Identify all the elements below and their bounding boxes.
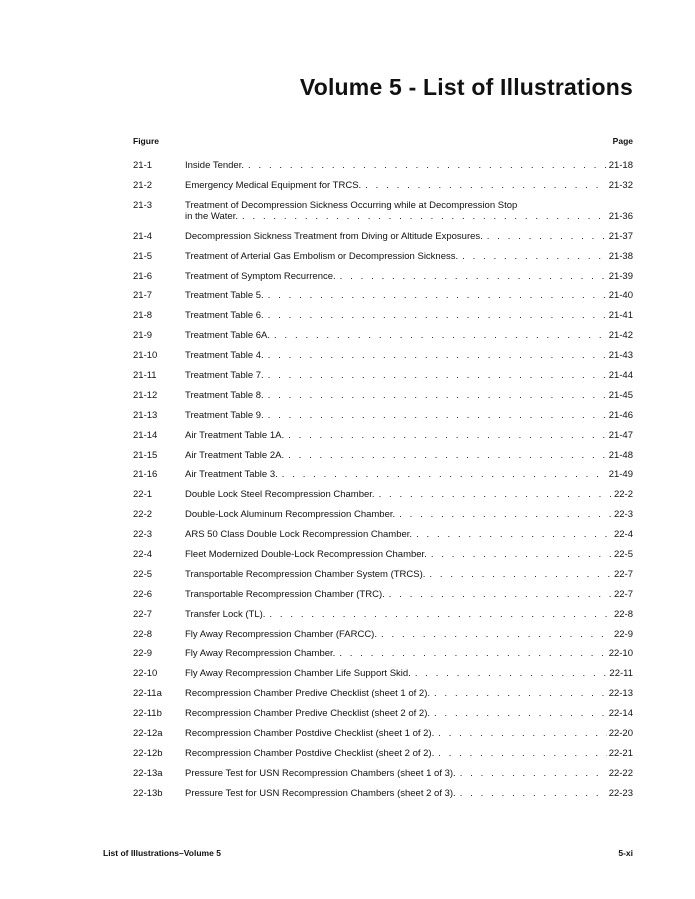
- figure-title: Fleet Modernized Double-Lock Recompression Chamber.: [185, 549, 427, 561]
- figure-title-leader: [185, 668, 633, 679]
- list-item: [133, 330, 633, 341]
- figure-number: 21-4: [133, 230, 153, 242]
- list-item: [133, 648, 633, 659]
- figure-title-leader: [185, 589, 633, 600]
- figure-title-leader: [185, 160, 633, 171]
- list-item: [133, 529, 633, 540]
- figure-title: Treatment Table 7.: [185, 370, 264, 382]
- list-item: [133, 310, 633, 321]
- figure-number: 21-15: [133, 449, 158, 461]
- dot-leader: [462, 251, 607, 262]
- figure-title: Recompression Chamber Predive Checklist (sheet 1 of 2).: [185, 688, 430, 700]
- figure-title-leader: [185, 609, 633, 620]
- page-column-header: Page: [612, 136, 633, 146]
- figure-number: 21-12: [133, 389, 158, 401]
- footer-page-number: 5-xi: [618, 848, 633, 858]
- dot-leader: [438, 728, 606, 739]
- figure-title-leader: [185, 350, 633, 361]
- figure-entry: [185, 489, 633, 500]
- page-reference: 22-11: [609, 668, 633, 680]
- page-reference: 21-39: [608, 270, 633, 282]
- figure-title-leader: [185, 370, 633, 381]
- figure-number: 21-3: [133, 199, 153, 211]
- dot-leader: [268, 350, 607, 361]
- figure-entry: [185, 609, 633, 620]
- list-item: [133, 668, 633, 679]
- figure-number: 22-10: [133, 668, 158, 680]
- figure-title: Air Treatment Table 2A.: [185, 449, 285, 461]
- page-reference: 21-44: [608, 370, 633, 382]
- figure-number: 21-5: [133, 250, 153, 262]
- figure-entry: [185, 231, 633, 242]
- figure-title-leader: [185, 569, 633, 580]
- list-item: [133, 430, 633, 441]
- list-item: [133, 160, 633, 171]
- figure-entry: [185, 728, 633, 739]
- figure-title: Fly Away Recompression Chamber (FARCC).: [185, 628, 377, 640]
- dot-leader: [460, 768, 607, 779]
- figure-title-leader: [185, 529, 633, 540]
- dot-leader: [274, 330, 607, 341]
- figure-title-leader: [185, 410, 633, 421]
- illustrations-list: [133, 160, 633, 808]
- figure-entry: [185, 160, 633, 171]
- figure-title: Recompression Chamber Predive Checklist (sheet 2 of 2).: [185, 708, 430, 720]
- figure-entry: [185, 469, 633, 480]
- figure-entry: [185, 529, 633, 540]
- figure-number: 22-3: [133, 529, 153, 541]
- dot-leader: [288, 430, 607, 441]
- list-item: [133, 350, 633, 361]
- figure-title: Air Treatment Table 1A.: [185, 429, 285, 441]
- figure-entry: [185, 668, 633, 679]
- figure-number: 21-10: [133, 350, 158, 362]
- dot-leader: [269, 609, 612, 620]
- figure-number: 21-6: [133, 270, 153, 282]
- page-reference: 21-46: [608, 409, 633, 421]
- figure-title-leader: [185, 290, 633, 301]
- figure-number: 22-13a: [133, 767, 163, 779]
- list-item: [133, 290, 633, 301]
- figure-entry: [185, 370, 633, 381]
- figure-number: 21-16: [133, 469, 158, 481]
- figure-title: Treatment Table 5.: [185, 290, 264, 302]
- figure-number: 22-2: [133, 509, 153, 521]
- figure-entry: [185, 350, 633, 361]
- figure-title: Pressure Test for USN Recompression Chambers (sheet 2 of 3).: [185, 787, 456, 799]
- list-item: [133, 271, 633, 282]
- page-reference: 22-22: [608, 767, 633, 779]
- figure-title-leader: [185, 728, 633, 739]
- figure-title-leader: [185, 390, 633, 401]
- figure-title: Treatment of Arterial Gas Embolism or Decompression Sickness.: [185, 250, 459, 262]
- list-item: [133, 509, 633, 520]
- figure-title-leader: [185, 180, 633, 191]
- figure-number: 22-7: [133, 608, 153, 620]
- figure-entry: [185, 290, 633, 301]
- page-reference: 22-23: [608, 787, 633, 799]
- dot-leader: [381, 629, 612, 640]
- figure-entry: [185, 430, 633, 441]
- dot-leader: [389, 589, 612, 600]
- page-reference: 21-32: [608, 179, 633, 191]
- page-reference: 22-3: [613, 509, 633, 521]
- figure-number: 22-11a: [133, 688, 162, 700]
- figure-number: 21-8: [133, 310, 153, 322]
- figure-entry: [185, 708, 633, 719]
- footer-section-title: List of Illustrations–Volume 5: [103, 848, 221, 858]
- list-item: [133, 489, 633, 500]
- list-item: [133, 748, 633, 759]
- dot-leader: [416, 529, 612, 540]
- dot-leader: [242, 211, 607, 222]
- figure-entry: [185, 310, 633, 321]
- figure-entry: [185, 180, 633, 191]
- figure-title-leader: [185, 251, 633, 262]
- figure-title: Fly Away Recompression Chamber.: [185, 648, 336, 660]
- figure-entry: [185, 390, 633, 401]
- figure-title-leader: [185, 788, 633, 799]
- page-reference: 22-8: [613, 608, 633, 620]
- list-item: [133, 200, 633, 222]
- page-reference: 22-7: [613, 568, 633, 580]
- figure-title: Double Lock Steel Recompression Chamber.: [185, 489, 375, 501]
- dot-leader: [268, 410, 607, 421]
- list-item: [133, 569, 633, 580]
- list-item: [133, 768, 633, 779]
- dot-leader: [339, 648, 606, 659]
- dot-leader: [248, 160, 607, 171]
- figure-title-leader: [185, 549, 633, 560]
- figure-entry: [185, 748, 633, 759]
- figure-number: 21-11: [133, 370, 157, 382]
- figure-title-leader: [185, 310, 633, 321]
- figure-entry: [185, 200, 633, 222]
- figure-title: Decompression Sickness Treatment from Diving or Altitude Exposures.: [185, 230, 483, 242]
- figure-title-leader: [185, 271, 633, 282]
- figure-title: Recompression Chamber Postdive Checklist (sheet 2 of 2).: [185, 747, 435, 759]
- figure-title: Fly Away Recompression Chamber Life Support Skid.: [185, 668, 411, 680]
- figure-number: 22-5: [133, 568, 153, 580]
- page-reference: 21-18: [608, 160, 633, 171]
- figure-number: 22-9: [133, 648, 153, 660]
- figure-number: 22-13b: [133, 787, 163, 799]
- figure-title-leader: [185, 330, 633, 341]
- figure-entry: [185, 688, 633, 699]
- figure-title-leader: [185, 688, 633, 699]
- page-reference: 22-14: [608, 708, 633, 720]
- figure-number: 22-1: [133, 489, 153, 501]
- figure-title-line1: Treatment of Decompression Sickness Occurring while at Decompression Stop: [185, 199, 518, 211]
- figure-title: Air Treatment Table 3.: [185, 469, 278, 481]
- dot-leader: [365, 180, 607, 191]
- figure-column-header: Figure: [133, 136, 159, 146]
- figure-number: 22-6: [133, 588, 153, 600]
- page-reference: 22-13: [608, 688, 633, 700]
- figure-number: 21-9: [133, 330, 153, 342]
- figure-number: 21-7: [133, 290, 153, 302]
- figure-title: Treatment Table 4.: [185, 350, 264, 362]
- dot-leader: [282, 469, 607, 480]
- dot-leader: [434, 688, 607, 699]
- list-item: [133, 549, 633, 560]
- dot-leader: [460, 788, 607, 799]
- page-reference: 21-37: [608, 230, 633, 242]
- list-item: [133, 231, 633, 242]
- page-reference: 22-7: [613, 588, 633, 600]
- figure-entry: [185, 271, 633, 282]
- page-reference: 21-41: [608, 310, 633, 322]
- figure-title: Inside Tender.: [185, 160, 244, 171]
- figure-title: Treatment of Symptom Recurrence.: [185, 270, 336, 282]
- page-reference: 21-42: [608, 330, 633, 342]
- dot-leader: [431, 549, 612, 560]
- figure-title-leader: [185, 629, 633, 640]
- list-item: [133, 180, 633, 191]
- figure-title: Treatment Table 9.: [185, 409, 264, 421]
- dot-leader: [340, 271, 607, 282]
- figure-entry: [185, 768, 633, 779]
- figure-title-leader: [185, 469, 633, 480]
- dot-leader: [268, 370, 607, 381]
- page-title: Volume 5 - List of Illustrations: [299, 74, 633, 100]
- list-item: [133, 589, 633, 600]
- dot-leader: [399, 509, 612, 520]
- figure-title-leader: [185, 768, 633, 779]
- page-reference: 22-20: [608, 728, 633, 740]
- figure-title-leader: [185, 509, 633, 520]
- figure-number: 21-14: [133, 429, 158, 441]
- dot-leader: [487, 231, 607, 242]
- list-item: [133, 688, 633, 699]
- figure-title: Pressure Test for USN Recompression Chambers (sheet 1 of 3).: [185, 767, 456, 779]
- page-reference: 22-9: [613, 628, 633, 640]
- page-reference: 21-43: [608, 350, 633, 362]
- page-reference: 21-49: [608, 469, 633, 481]
- page-reference: 22-4: [613, 529, 633, 541]
- figure-title-leader: [185, 231, 633, 242]
- page-reference: 22-2: [613, 489, 633, 501]
- figure-title: Emergency Medical Equipment for TRCS.: [185, 179, 362, 191]
- dot-leader: [268, 310, 607, 321]
- figure-title-leader: [185, 489, 633, 500]
- figure-entry: [185, 251, 633, 262]
- list-item: [133, 390, 633, 401]
- figure-title-leader: [185, 211, 633, 222]
- figure-entry: [185, 330, 633, 341]
- figure-number: 22-11b: [133, 708, 162, 720]
- page-reference: 21-40: [608, 290, 633, 302]
- list-item: [133, 788, 633, 799]
- dot-leader: [434, 708, 607, 719]
- dot-leader: [288, 450, 607, 461]
- figure-entry: [185, 629, 633, 640]
- list-item: [133, 450, 633, 461]
- dot-leader: [268, 390, 607, 401]
- figure-title: Recompression Chamber Postdive Checklist (sheet 1 of 2).: [185, 728, 435, 740]
- page-reference: 22-5: [613, 549, 633, 561]
- page-reference: 22-10: [608, 648, 633, 660]
- list-item: [133, 728, 633, 739]
- dot-leader: [415, 668, 608, 679]
- figure-entry: [185, 788, 633, 799]
- figure-number: 22-12b: [133, 747, 163, 759]
- figure-number: 21-13: [133, 409, 158, 421]
- figure-number: 22-4: [133, 549, 153, 561]
- page-reference: 21-36: [608, 210, 633, 222]
- figure-number: 21-1: [133, 160, 153, 171]
- figure-title: Transfer Lock (TL).: [185, 608, 266, 620]
- figure-entry: [185, 569, 633, 580]
- page-reference: 21-48: [608, 449, 633, 461]
- figure-title: Transportable Recompression Chamber (TRC).: [185, 588, 385, 600]
- figure-number: 21-2: [133, 179, 153, 191]
- dot-leader: [438, 748, 606, 759]
- figure-entry: [185, 648, 633, 659]
- list-item: [133, 629, 633, 640]
- figure-title: Double-Lock Aluminum Recompression Chamber.: [185, 509, 396, 521]
- page-reference: 22-21: [608, 747, 633, 759]
- figure-title: Treatment Table 8.: [185, 389, 264, 401]
- list-item: [133, 609, 633, 620]
- figure-title: Treatment Table 6.: [185, 310, 264, 322]
- figure-title-leader: [185, 450, 633, 461]
- figure-entry: [185, 450, 633, 461]
- list-item: [133, 410, 633, 421]
- dot-leader: [268, 290, 607, 301]
- list-item: [133, 469, 633, 480]
- figure-title: Transportable Recompression Chamber System (TRCS).: [185, 568, 426, 580]
- figure-entry: [185, 589, 633, 600]
- figure-title: ARS 50 Class Double Lock Recompression Chamber.: [185, 529, 413, 541]
- page-reference: 21-45: [608, 389, 633, 401]
- figure-title-leader: [185, 430, 633, 441]
- page-reference: 21-47: [608, 429, 633, 441]
- page-reference: 21-38: [608, 250, 633, 262]
- figure-title-leader: [185, 708, 633, 719]
- list-item: [133, 708, 633, 719]
- figure-number: 22-12a: [133, 728, 163, 740]
- figure-title-leader: [185, 648, 633, 659]
- figure-entry: [185, 410, 633, 421]
- figure-title-leader: [185, 748, 633, 759]
- list-item: [133, 251, 633, 262]
- list-item: [133, 370, 633, 381]
- figure-number: 22-8: [133, 628, 153, 640]
- figure-title: Treatment Table 6A.: [185, 330, 271, 342]
- dot-leader: [379, 489, 612, 500]
- figure-entry: [185, 549, 633, 560]
- figure-entry: [185, 509, 633, 520]
- dot-leader: [429, 569, 612, 580]
- figure-title: in the Water.: [185, 210, 238, 222]
